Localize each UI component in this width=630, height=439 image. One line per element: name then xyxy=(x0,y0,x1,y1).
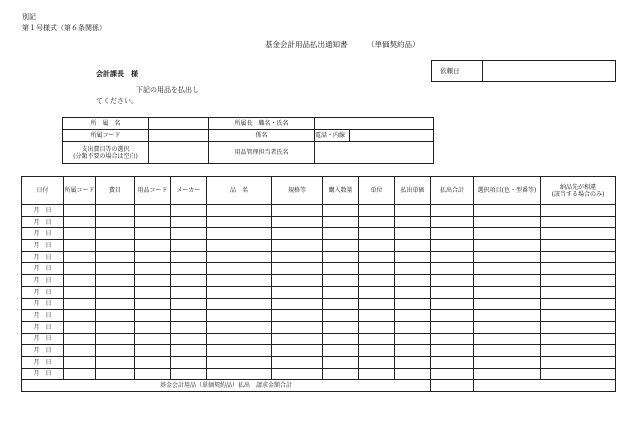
row-cell[interactable] xyxy=(207,286,272,298)
row-cell[interactable] xyxy=(359,368,395,380)
row-date-cell[interactable]: 月 日 xyxy=(22,275,64,287)
manager-label: 用品管理担当者氏名 xyxy=(209,142,315,164)
row-cell[interactable] xyxy=(135,321,171,333)
row-cell[interactable] xyxy=(359,345,395,357)
row-cell[interactable] xyxy=(272,251,323,263)
row-cell[interactable] xyxy=(323,333,359,345)
row-cell[interactable] xyxy=(64,298,96,310)
row-cell[interactable] xyxy=(541,310,616,322)
row-cell[interactable] xyxy=(207,240,272,252)
row-cell[interactable] xyxy=(395,368,431,380)
row-cell[interactable] xyxy=(171,263,207,275)
row-cell[interactable] xyxy=(171,275,207,287)
col-maker: メーカー xyxy=(171,177,207,205)
code-label: 所属コード xyxy=(63,130,149,142)
col-item-code: 用品コード xyxy=(135,177,171,205)
items-header-row xyxy=(22,177,616,205)
table-row xyxy=(22,205,616,217)
row-cell[interactable] xyxy=(135,216,171,228)
head-label: 所属長 職名・氏名 xyxy=(209,118,315,130)
phone-label: 電話・内線 xyxy=(315,130,350,142)
row-cell[interactable] xyxy=(323,321,359,333)
dept-label: 所 属 名 xyxy=(63,118,149,130)
row-cell[interactable] xyxy=(323,298,359,310)
row-cell[interactable] xyxy=(207,228,272,240)
items-table xyxy=(21,176,616,392)
col-delivery-line1: 納品先が相違 xyxy=(559,183,596,191)
table-row xyxy=(22,345,616,357)
row-cell[interactable] xyxy=(541,205,616,217)
row-cell[interactable] xyxy=(207,356,272,368)
budget-field[interactable] xyxy=(149,142,209,164)
row-cell[interactable] xyxy=(171,251,207,263)
row-cell[interactable] xyxy=(474,310,541,322)
row-date-cell[interactable]: 月 日 xyxy=(22,205,64,217)
row-cell[interactable] xyxy=(323,205,359,217)
row-cell[interactable] xyxy=(135,333,171,345)
row-cell[interactable] xyxy=(207,298,272,310)
row-cell[interactable] xyxy=(64,240,96,252)
form-annex-label: 別記 xyxy=(22,13,36,21)
page-subtitle: （単価契約品） xyxy=(367,40,420,49)
table-row xyxy=(22,216,616,228)
row-cell[interactable] xyxy=(359,310,395,322)
row-date-cell[interactable]: 月 日 xyxy=(22,240,64,252)
row-cell[interactable] xyxy=(323,275,359,287)
row-cell[interactable] xyxy=(395,275,431,287)
row-cell[interactable] xyxy=(272,368,323,380)
phone-field[interactable] xyxy=(350,130,434,142)
request-date-label: 依頼日 xyxy=(432,61,483,82)
row-cell[interactable] xyxy=(474,275,541,287)
table-row xyxy=(22,333,616,345)
row-cell[interactable] xyxy=(431,298,474,310)
person-label: 係名 xyxy=(209,130,315,142)
col-unit-price: 払出単価 xyxy=(395,177,431,205)
row-cell[interactable] xyxy=(541,286,616,298)
row-cell[interactable] xyxy=(135,298,171,310)
col-unit: 単位 xyxy=(359,177,395,205)
row-cell[interactable] xyxy=(135,310,171,322)
addressee: 会計課長 様 xyxy=(96,69,138,78)
row-cell[interactable] xyxy=(171,298,207,310)
row-date-cell[interactable]: 月 日 xyxy=(22,368,64,380)
row-cell[interactable] xyxy=(207,263,272,275)
row-cell[interactable] xyxy=(96,356,135,368)
budget-label xyxy=(63,142,149,164)
table-row xyxy=(22,286,616,298)
row-cell[interactable] xyxy=(541,345,616,357)
row-cell[interactable] xyxy=(395,310,431,322)
row-cell[interactable] xyxy=(64,321,96,333)
row-cell[interactable] xyxy=(541,298,616,310)
row-cell[interactable] xyxy=(431,216,474,228)
row-cell[interactable] xyxy=(541,356,616,368)
row-cell[interactable] xyxy=(323,240,359,252)
row-cell[interactable] xyxy=(64,345,96,357)
row-cell[interactable] xyxy=(171,321,207,333)
col-delivery-line2: (該当する場合のみ) xyxy=(551,190,605,198)
row-cell[interactable] xyxy=(431,286,474,298)
row-cell[interactable] xyxy=(395,356,431,368)
row-cell[interactable] xyxy=(323,310,359,322)
row-cell[interactable] xyxy=(431,205,474,217)
row-date-cell[interactable]: 月 日 xyxy=(22,298,64,310)
row-cell[interactable] xyxy=(541,263,616,275)
col-item-name: 品 名 xyxy=(207,177,272,205)
row-cell[interactable] xyxy=(395,263,431,275)
row-cell[interactable] xyxy=(474,298,541,310)
row-cell[interactable] xyxy=(359,251,395,263)
col-delivery xyxy=(541,177,616,205)
row-cell[interactable] xyxy=(474,205,541,217)
budget-label-line1: 支出費目等の選択 xyxy=(81,145,130,153)
row-cell[interactable] xyxy=(541,228,616,240)
row-cell[interactable] xyxy=(474,240,541,252)
row-cell[interactable] xyxy=(96,368,135,380)
row-cell[interactable] xyxy=(171,205,207,217)
footer-blank xyxy=(474,380,616,392)
row-cell[interactable] xyxy=(96,228,135,240)
col-expense: 費目 xyxy=(96,177,135,205)
row-cell[interactable] xyxy=(96,298,135,310)
row-cell[interactable] xyxy=(431,275,474,287)
row-cell[interactable] xyxy=(64,286,96,298)
row-cell[interactable] xyxy=(474,216,541,228)
table-row xyxy=(22,356,616,368)
row-date-cell[interactable]: 月 日 xyxy=(22,251,64,263)
row-cell[interactable] xyxy=(474,333,541,345)
row-cell[interactable] xyxy=(64,228,96,240)
row-date-cell[interactable]: 月 日 xyxy=(22,228,64,240)
row-cell[interactable] xyxy=(474,356,541,368)
row-cell[interactable] xyxy=(171,356,207,368)
row-cell[interactable] xyxy=(395,216,431,228)
row-cell[interactable] xyxy=(171,240,207,252)
row-cell[interactable] xyxy=(171,216,207,228)
row-cell[interactable] xyxy=(135,251,171,263)
row-cell[interactable] xyxy=(171,228,207,240)
request-date-field[interactable] xyxy=(483,61,616,82)
row-cell[interactable] xyxy=(207,275,272,287)
row-cell[interactable] xyxy=(64,368,96,380)
row-cell[interactable] xyxy=(395,251,431,263)
row-cell[interactable] xyxy=(431,240,474,252)
dept-field[interactable] xyxy=(149,118,209,130)
row-cell[interactable] xyxy=(96,251,135,263)
row-cell[interactable] xyxy=(474,228,541,240)
row-cell[interactable] xyxy=(431,321,474,333)
col-date: 日付 xyxy=(22,177,64,205)
row-cell[interactable] xyxy=(474,321,541,333)
row-cell[interactable] xyxy=(64,275,96,287)
body-text-line1: 下記の用品を払出し xyxy=(136,86,199,94)
row-cell[interactable] xyxy=(359,356,395,368)
row-cell[interactable] xyxy=(431,310,474,322)
row-cell[interactable] xyxy=(96,263,135,275)
row-date-cell[interactable]: 月 日 xyxy=(22,310,64,322)
row-cell[interactable] xyxy=(272,263,323,275)
row-cell[interactable] xyxy=(96,333,135,345)
row-cell[interactable] xyxy=(431,333,474,345)
form-number-label: 第１号様式（第６条関係） xyxy=(22,24,106,32)
row-cell[interactable] xyxy=(135,228,171,240)
row-cell[interactable] xyxy=(96,205,135,217)
row-cell[interactable] xyxy=(171,333,207,345)
row-cell[interactable] xyxy=(272,310,323,322)
row-cell[interactable] xyxy=(64,205,96,217)
row-cell[interactable] xyxy=(96,310,135,322)
row-date-cell[interactable]: 月 日 xyxy=(22,356,64,368)
row-cell[interactable] xyxy=(359,263,395,275)
row-cell[interactable] xyxy=(541,251,616,263)
row-cell[interactable] xyxy=(395,298,431,310)
row-cell[interactable] xyxy=(323,356,359,368)
table-row xyxy=(22,251,616,263)
row-cell[interactable] xyxy=(272,228,323,240)
row-date-cell[interactable]: 月 日 xyxy=(22,263,64,275)
row-cell[interactable] xyxy=(96,286,135,298)
row-date-cell[interactable]: 月 日 xyxy=(22,333,64,345)
row-cell[interactable] xyxy=(207,216,272,228)
table-row xyxy=(22,263,616,275)
row-cell[interactable] xyxy=(395,205,431,217)
row-cell[interactable] xyxy=(272,240,323,252)
row-cell[interactable] xyxy=(64,251,96,263)
table-row xyxy=(22,240,616,252)
row-cell[interactable] xyxy=(135,345,171,357)
row-cell[interactable] xyxy=(207,310,272,322)
row-cell[interactable] xyxy=(431,356,474,368)
row-cell[interactable] xyxy=(541,321,616,333)
row-cell[interactable] xyxy=(135,240,171,252)
row-cell[interactable] xyxy=(171,310,207,322)
footer-total-value[interactable] xyxy=(431,380,474,392)
row-cell[interactable] xyxy=(64,216,96,228)
col-quantity: 購入数量 xyxy=(323,177,359,205)
row-cell[interactable] xyxy=(431,345,474,357)
row-cell[interactable] xyxy=(541,333,616,345)
row-cell[interactable] xyxy=(96,216,135,228)
table-row xyxy=(22,310,616,322)
request-date-box xyxy=(431,60,616,82)
row-cell[interactable] xyxy=(541,275,616,287)
row-cell[interactable] xyxy=(96,275,135,287)
row-cell[interactable] xyxy=(359,240,395,252)
row-cell[interactable] xyxy=(272,205,323,217)
row-cell[interactable] xyxy=(272,286,323,298)
row-cell[interactable] xyxy=(135,356,171,368)
row-cell[interactable] xyxy=(395,228,431,240)
table-row xyxy=(22,321,616,333)
row-cell[interactable] xyxy=(474,263,541,275)
row-cell[interactable] xyxy=(541,240,616,252)
row-cell[interactable] xyxy=(64,333,96,345)
row-cell[interactable] xyxy=(323,286,359,298)
col-dept-code: 所属コード xyxy=(64,177,96,205)
head-field[interactable] xyxy=(315,118,434,130)
info-table xyxy=(62,117,434,164)
row-cell[interactable] xyxy=(64,356,96,368)
row-cell[interactable] xyxy=(135,368,171,380)
row-cell[interactable] xyxy=(272,333,323,345)
row-cell[interactable] xyxy=(272,345,323,357)
row-cell[interactable] xyxy=(474,286,541,298)
row-cell[interactable] xyxy=(96,321,135,333)
row-cell[interactable] xyxy=(135,286,171,298)
row-cell[interactable] xyxy=(135,275,171,287)
row-cell[interactable] xyxy=(64,263,96,275)
row-cell[interactable] xyxy=(359,275,395,287)
code-field[interactable] xyxy=(149,130,209,142)
row-cell[interactable] xyxy=(272,216,323,228)
row-cell[interactable] xyxy=(64,310,96,322)
row-cell[interactable] xyxy=(323,263,359,275)
page-title: 基金会計用品払出通知書 xyxy=(265,40,348,49)
table-row xyxy=(22,228,616,240)
row-cell[interactable] xyxy=(135,205,171,217)
col-spec: 規格等 xyxy=(272,177,323,205)
row-cell[interactable] xyxy=(395,333,431,345)
row-cell[interactable] xyxy=(272,321,323,333)
budget-label-line2: (分類不要の場合は空白) xyxy=(73,152,138,160)
row-date-cell[interactable]: 月 日 xyxy=(22,321,64,333)
row-cell[interactable] xyxy=(395,286,431,298)
row-cell[interactable] xyxy=(96,240,135,252)
row-cell[interactable] xyxy=(395,345,431,357)
row-cell[interactable] xyxy=(395,321,431,333)
col-total: 払出合計 xyxy=(431,177,474,205)
row-cell[interactable] xyxy=(272,298,323,310)
row-cell[interactable] xyxy=(207,205,272,217)
row-cell[interactable] xyxy=(207,368,272,380)
row-cell[interactable] xyxy=(359,286,395,298)
footer-total-label: 基金会計用品（単価契約品）払出 請求金額合計 xyxy=(22,380,431,392)
row-cell[interactable] xyxy=(541,216,616,228)
row-cell[interactable] xyxy=(171,368,207,380)
table-row xyxy=(22,368,616,380)
row-cell[interactable] xyxy=(474,251,541,263)
row-cell[interactable] xyxy=(272,275,323,287)
row-cell[interactable] xyxy=(359,216,395,228)
row-cell[interactable] xyxy=(474,368,541,380)
row-cell[interactable] xyxy=(359,228,395,240)
row-cell[interactable] xyxy=(171,345,207,357)
row-cell[interactable] xyxy=(207,251,272,263)
row-cell[interactable] xyxy=(323,345,359,357)
row-cell[interactable] xyxy=(135,263,171,275)
row-cell[interactable] xyxy=(431,368,474,380)
row-cell[interactable] xyxy=(431,263,474,275)
row-cell[interactable] xyxy=(474,345,541,357)
table-row xyxy=(22,275,616,287)
row-cell[interactable] xyxy=(431,251,474,263)
row-cell[interactable] xyxy=(359,298,395,310)
row-date-cell[interactable]: 月 日 xyxy=(22,345,64,357)
row-cell[interactable] xyxy=(359,205,395,217)
table-row xyxy=(22,298,616,310)
row-cell[interactable] xyxy=(323,216,359,228)
row-cell[interactable] xyxy=(323,251,359,263)
row-cell[interactable] xyxy=(207,345,272,357)
row-date-cell[interactable]: 月 日 xyxy=(22,286,64,298)
body-text-line2: てください。 xyxy=(96,97,138,105)
row-cell[interactable] xyxy=(207,333,272,345)
row-cell[interactable] xyxy=(96,345,135,357)
row-cell[interactable] xyxy=(359,321,395,333)
items-footer-row xyxy=(22,380,616,392)
col-options: 選択項目(色・型番等) xyxy=(474,177,541,205)
row-cell[interactable] xyxy=(359,333,395,345)
row-cell[interactable] xyxy=(171,286,207,298)
row-cell[interactable] xyxy=(323,368,359,380)
manager-field[interactable] xyxy=(315,142,434,164)
row-cell[interactable] xyxy=(207,321,272,333)
row-cell[interactable] xyxy=(541,368,616,380)
row-cell[interactable] xyxy=(272,356,323,368)
row-cell[interactable] xyxy=(431,228,474,240)
row-date-cell[interactable]: 月 日 xyxy=(22,216,64,228)
row-cell[interactable] xyxy=(395,240,431,252)
row-cell[interactable] xyxy=(323,228,359,240)
